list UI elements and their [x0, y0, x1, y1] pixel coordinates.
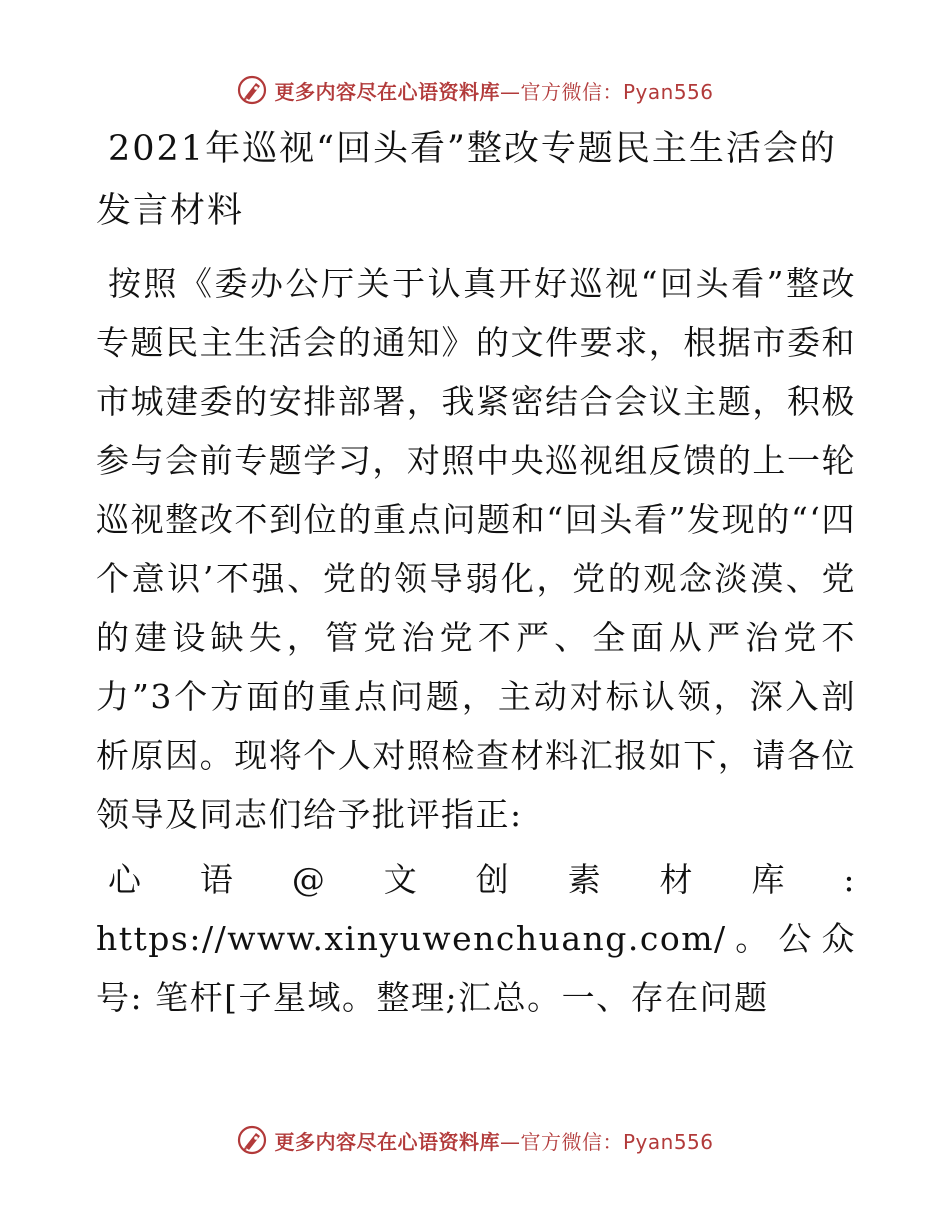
footer-banner: [0, 1120, 950, 1160]
intro-paragraph: 按照《委办公厅关于认真开好巡视“回头看”整改专题民主生活会的通知》的文件要求，根据市委和市城建委的安排部署，我紧密结合会议主题，积极参与会前专题学习，对照中央巡视组反馈的上一轮巡视整改不到位的重点问题和“回头看”发现的“‘四个意识’不强、党的领导弱化，党的观念淡漠、党的建设缺失，管党治党不严、全面从严治党不力”3个方面的重点问题，主动对标认领，深入剖析原因。现将个人对照检查材料汇报如下，请各位领导及同志们给予批评指正:: [96, 264, 856, 834]
header-wechat-id: Pyan556: [622, 79, 714, 104]
footer-separator: —: [499, 1129, 521, 1154]
header-banner-text: [274, 76, 713, 105]
pen-nib-logo-icon: [236, 74, 268, 106]
source-paragraph: 心语@文创素材库: https://www.xinyuwenchuang.com/。公众号: 笔杆[子星域。整理;汇总。一、存在问题: [96, 860, 856, 1017]
document-title: 2021年巡视“回头看”整改专题民主生活会的发言材料: [96, 129, 837, 231]
header-banner: [0, 70, 950, 110]
footer-wechat-id: Pyan556: [622, 1129, 714, 1154]
header-wechat-label: 官方微信：: [520, 79, 623, 104]
pen-nib-logo-icon: [236, 1124, 268, 1156]
header-separator: —: [499, 79, 521, 104]
footer-wechat-label: 官方微信：: [520, 1129, 623, 1154]
footer-banner-text: [274, 1126, 713, 1155]
footer-brand: 更多内容尽在心语资料库: [274, 1129, 500, 1154]
document-page: [96, 118, 856, 1027]
header-brand: 更多内容尽在心语资料库: [274, 79, 500, 104]
